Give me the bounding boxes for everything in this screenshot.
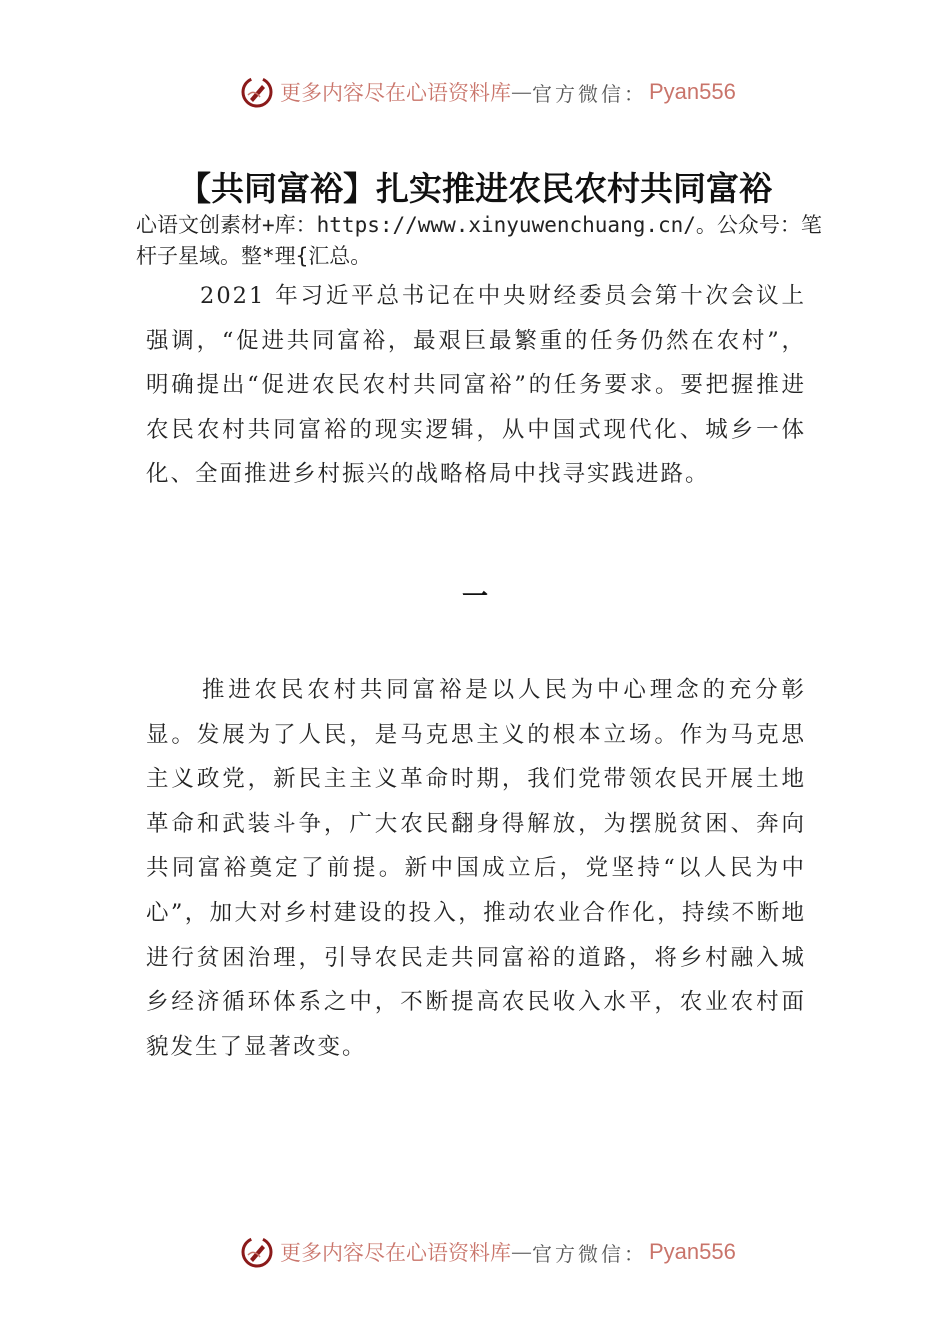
banner-dash: —	[511, 1240, 532, 1264]
banner-dash: —	[511, 80, 532, 104]
paragraph-text: 2021 年习近平总书记在中央财经委员会第十次会议上强调，“促进共同富裕，最艰巨最繁重的任务仍然在农村”，明确提出“促进农民农村共同富裕”的任务要求。要把握推进农民农村共同富裕的现实逻辑，从中国式现代化、城乡一体化、全面推进乡村振兴的战略格局中找寻实践进路。	[146, 283, 806, 488]
paragraph-intro	[146, 274, 806, 497]
brand-text: 更多内容尽在心语资料库	[280, 81, 511, 105]
pen-logo-icon	[240, 75, 274, 109]
section-marker: 一	[461, 582, 488, 612]
wechat-id: Pyan556	[649, 1239, 736, 1264]
header-watermark-banner	[240, 72, 736, 112]
brand-text: 更多内容尽在心语资料库	[280, 1241, 511, 1265]
wechat-id: Pyan556	[649, 79, 736, 104]
document-title: 【共同富裕】扎实推进农民农村共同富裕	[178, 169, 772, 208]
pen-logo-icon	[240, 1235, 274, 1269]
wechat-label: 官方微信：	[532, 81, 647, 106]
paragraph-section-1	[146, 668, 806, 1069]
paragraph-text: 推进农民农村共同富裕是以人民为中心理念的充分彰显。发展为了人民，是马克思主义的根本立场。作为马克思主义政党，新民主主义革命时期，我们党带领农民开展土地革命和武装斗争，广大农民翻身得解放，为摆脱贫困、奔向共同富裕奠定了前提。新中国成立后，党坚持“以人民为中心”，加大对乡村建设的投入，推动农业合作化，持续不断地进行贫困治理，引导农民走共同富裕的道路，将乡村融入城乡经济循环体系之中，不断提高农民收入水平，农业农村面貌发生了显著改变。	[146, 677, 806, 1060]
footer-watermark-banner	[240, 1232, 736, 1272]
source-line: 心语文创素材+库：https://www.xinyuwenchuang.cn/。公众号：笔杆子星域。整*理{汇总。	[136, 213, 822, 268]
wechat-label: 官方微信：	[532, 1241, 647, 1266]
